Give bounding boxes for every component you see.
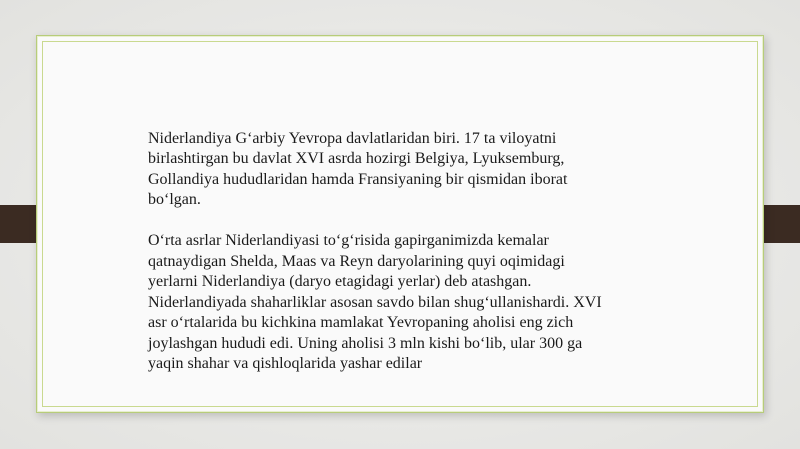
paper-panel [36,35,764,413]
paragraph-history: O‘rta asrlar Niderlandiyasi to‘g‘risida gapirganimizda kemalar qatnaydigan Shelda, Maas va Reyn daryolarining quyi oqimidagi yerlarni Niderlandiya (daryo etagidagi yerlar) deb atashgan. Niderlandiyada shaharliklar asosan savdo bilan shug‘ullanishardi. XVI asr o‘rtalarida bu kichkina mamlakat Yevropaning aholisi eng zich joylashgan hududi edi. Uning aholisi 3 mln kishi bo‘lib, ular 300 ga yaqin shahar va qishloqlarida yashar edilar [148,232,602,372]
paragraph-intro: Niderlandiya G‘arbiy Yevropa davlatlaridan biri. 17 ta viloyatni birlashtirgan bu davlat XVI asrda hozirgi Belgiya, Lyuksemburg, Gollandiya hududlaridan hamda Fransiyaning bir qismidan iborat bo‘lgan. [148,129,568,208]
slide-body-text [148,108,618,395]
